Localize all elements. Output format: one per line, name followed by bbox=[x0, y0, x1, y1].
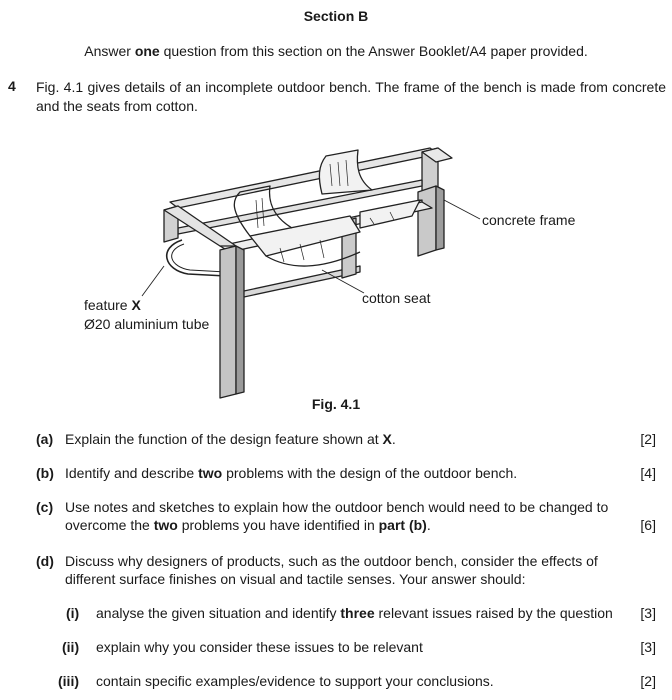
label-aluminium-tube: Ø20 aluminium tube bbox=[84, 316, 210, 332]
figure-caption: Fig. 4.1 bbox=[311, 396, 361, 412]
part-b: (b) Identify and describe two problems with the design of the outdoor bench. [4] bbox=[36, 465, 656, 481]
leader-feature-x bbox=[142, 266, 164, 296]
label-concrete-frame: concrete frame bbox=[482, 212, 576, 228]
bench-figure bbox=[60, 130, 620, 400]
front-lower-rail bbox=[230, 266, 360, 300]
section-instruction: Answer one question from this section on the Answer Booklet/A4 paper provided. bbox=[84, 43, 588, 59]
rear-top-rail bbox=[170, 148, 438, 208]
part-d-ii-marks: [3] bbox=[640, 639, 656, 655]
leader-concrete-frame bbox=[444, 200, 480, 219]
part-c-marks: [6] bbox=[640, 517, 656, 533]
label-cotton-seat: cotton seat bbox=[362, 290, 431, 306]
part-a: (a) Explain the function of the design feature shown at X. [2] bbox=[36, 431, 656, 447]
section-title: Section B bbox=[303, 8, 369, 24]
part-a-marks: [2] bbox=[640, 431, 656, 447]
part-c: (c) Use notes and sketches to explain how the outdoor bench would need to be changed to overcome the two problems you have identified in part (b). [6] bbox=[36, 499, 656, 533]
right-front-post bbox=[418, 186, 436, 256]
label-feature-x: feature X bbox=[84, 297, 141, 313]
question-intro: Fig. 4.1 gives details of an incomplete outdoor bench. The frame of the bench is made from concrete and the seats from cotton. bbox=[36, 79, 666, 114]
front-left-post bbox=[220, 246, 236, 398]
part-d: (d) Discuss why designers of products, such as the outdoor bench, consider the effects of different surface finishes on visual and tactile senses. Your answer should: bbox=[36, 553, 598, 587]
part-b-marks: [4] bbox=[640, 465, 656, 481]
part-d-iii-marks: [2] bbox=[640, 673, 656, 689]
part-d-i-marks: [3] bbox=[640, 605, 656, 621]
question-number: 4 bbox=[8, 78, 16, 94]
cotton-seat-right bbox=[319, 150, 372, 194]
bench-drawing bbox=[60, 130, 620, 400]
